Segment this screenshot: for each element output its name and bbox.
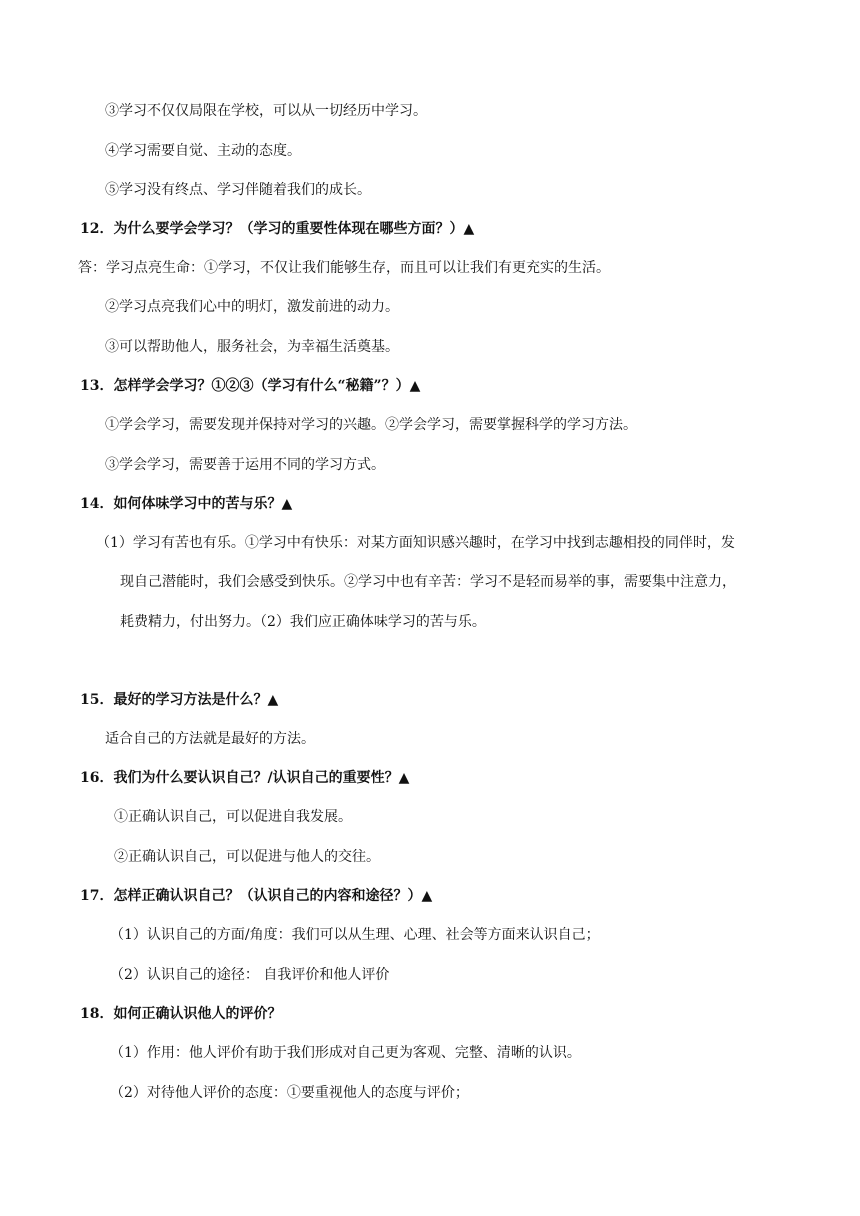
answer-line: （1）作用：他人评价有助于我们形成对自己更为客观、完整、清晰的认识。 [110,1045,581,1061]
answer-line: 现自己潜能时，我们会感受到快乐。②学习中也有辛苦：学习不是轻而易举的事，需要集中注意力， [120,574,736,590]
answer-line: 适合自己的方法就是最好的方法。 [105,731,315,747]
answer-line: （2）对待他人评价的态度：①要重视他人的态度与评价； [110,1085,469,1101]
answer-line: ③可以帮助他人，服务社会，为幸福生活奠基。 [105,339,399,355]
answer-line: ④学习需要自觉、主动的态度。 [105,143,301,159]
answer-line: （2）认识自己的途径： 自我评价和他人评价 [110,967,390,983]
question-heading: 16．我们为什么要认识自己？/认识自己的重要性？▲ [80,770,410,786]
question-heading: 18．如何正确认识他人的评价？ [80,1006,282,1022]
answer-line: 耗费精力，付出努力。（2）我们应正确体味学习的苦与乐。 [120,614,486,630]
answer-line: ①学会学习，需要发现并保持对学习的兴趣。②学会学习，需要掌握科学的学习方法。 [105,417,637,433]
answer-line: ③学习不仅仅局限在学校，可以从一切经历中学习。 [105,103,427,119]
answer-line: ①正确认识自己，可以促进自我发展。 [114,809,352,825]
answer-line: ②正确认识自己，可以促进与他人的交往。 [114,849,380,865]
question-heading: 14．如何体味学习中的苦与乐？▲ [80,496,293,512]
answer-line: ②学习点亮我们心中的明灯，激发前进的动力。 [105,299,399,315]
question-heading: 13．怎样学会学习？①②③（学习有什么“秘籍”？）▲ [80,378,421,394]
answer-line: （1）学习有苦也有乐。①学习中有快乐：对某方面知识感兴趣时，在学习中找到志趣相投的同伴时，发 [96,535,735,551]
answer-line: ③学会学习，需要善于运用不同的学习方式。 [105,457,385,473]
answer-line: （1）认识自己的方面/角度：我们可以从生理、心理、社会等方面来认识自己； [110,927,600,943]
answer-line: ⑤学习没有终点、学习伴随着我们的成长。 [105,182,371,198]
question-heading: 12．为什么要学会学习？（学习的重要性体现在哪些方面？）▲ [80,221,475,237]
question-heading: 17．怎样正确认识自己？（认识自己的内容和途径？）▲ [80,888,433,904]
answer-line: 答：学习点亮生命：①学习，不仅让我们能够生存，而且可以让我们有更充实的生活。 [78,260,610,276]
question-heading: 15．最好的学习方法是什么？▲ [80,692,279,708]
